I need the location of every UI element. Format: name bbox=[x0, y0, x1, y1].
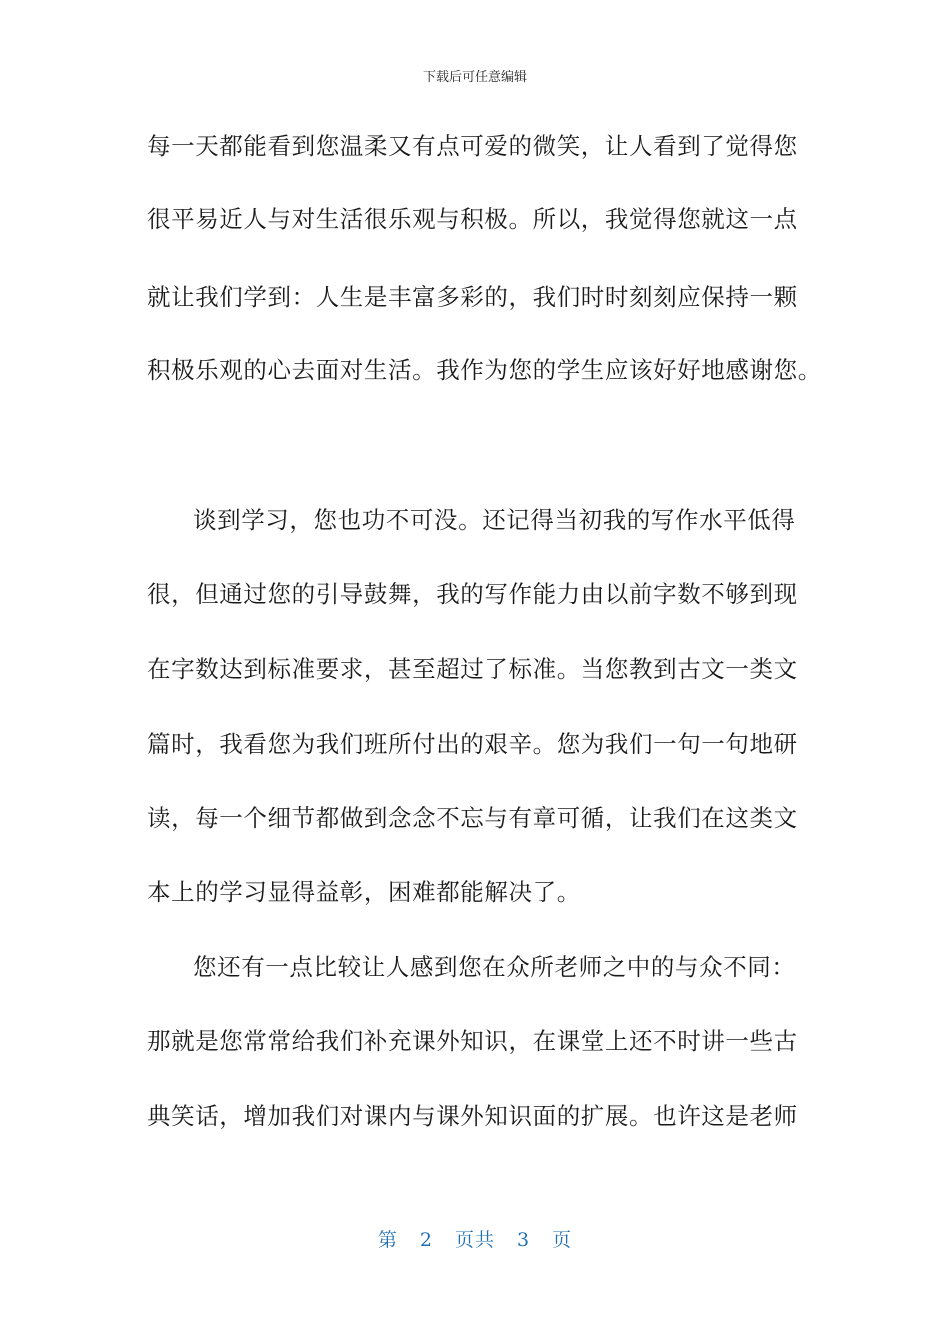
body-line: 读，每一个细节都做到念念不忘与有章可循，让我们在这类文 bbox=[147, 804, 798, 832]
body-line: 篇时，我看您为我们班所付出的艰辛。您为我们一句一句地研 bbox=[147, 730, 798, 758]
body-line: 在字数达到标准要求，甚至超过了标准。当您教到古文一类文 bbox=[147, 655, 798, 683]
body-line: 很平易近人与对生活很乐观与积极。所以，我觉得您就这一点 bbox=[147, 205, 798, 233]
page-footer bbox=[0, 1225, 950, 1252]
body-line: 那就是您常常给我们补充课外知识，在课堂上还不时讲一些古 bbox=[147, 1027, 798, 1055]
footer-prefix: 第 bbox=[377, 1229, 398, 1251]
body-line: 每一天都能看到您温柔又有点可爱的微笑，让人看到了觉得您 bbox=[147, 132, 798, 160]
paragraph-first-line: 谈到学习，您也功不可没。还记得当初我的写作水平低得 bbox=[193, 506, 796, 534]
footer-page-number: 2 bbox=[419, 1229, 433, 1251]
footer-suffix: 页 bbox=[552, 1229, 573, 1251]
page-header: 下载后可任意编辑 bbox=[422, 70, 527, 85]
body-line: 本上的学习显得益彰，困难都能解决了。 bbox=[147, 878, 581, 906]
body-line: 积极乐观的心去面对生活。我作为您的学生应该好好地感谢您。 bbox=[147, 356, 822, 384]
paragraph-first-line: 您还有一点比较让人感到您在众所老师之中的与众不同： bbox=[193, 953, 796, 981]
body-line: 很，但通过您的引导鼓舞，我的写作能力由以前字数不够到现 bbox=[147, 580, 798, 608]
body-line: 就让我们学到：人生是丰富多彩的，我们时时刻刻应保持一颗 bbox=[147, 283, 798, 311]
footer-middle: 页共 bbox=[454, 1229, 495, 1251]
body-line: 典笑话，增加我们对课内与课外知识面的扩展。也许这是老师 bbox=[147, 1102, 798, 1130]
footer-total-pages: 3 bbox=[517, 1229, 531, 1251]
